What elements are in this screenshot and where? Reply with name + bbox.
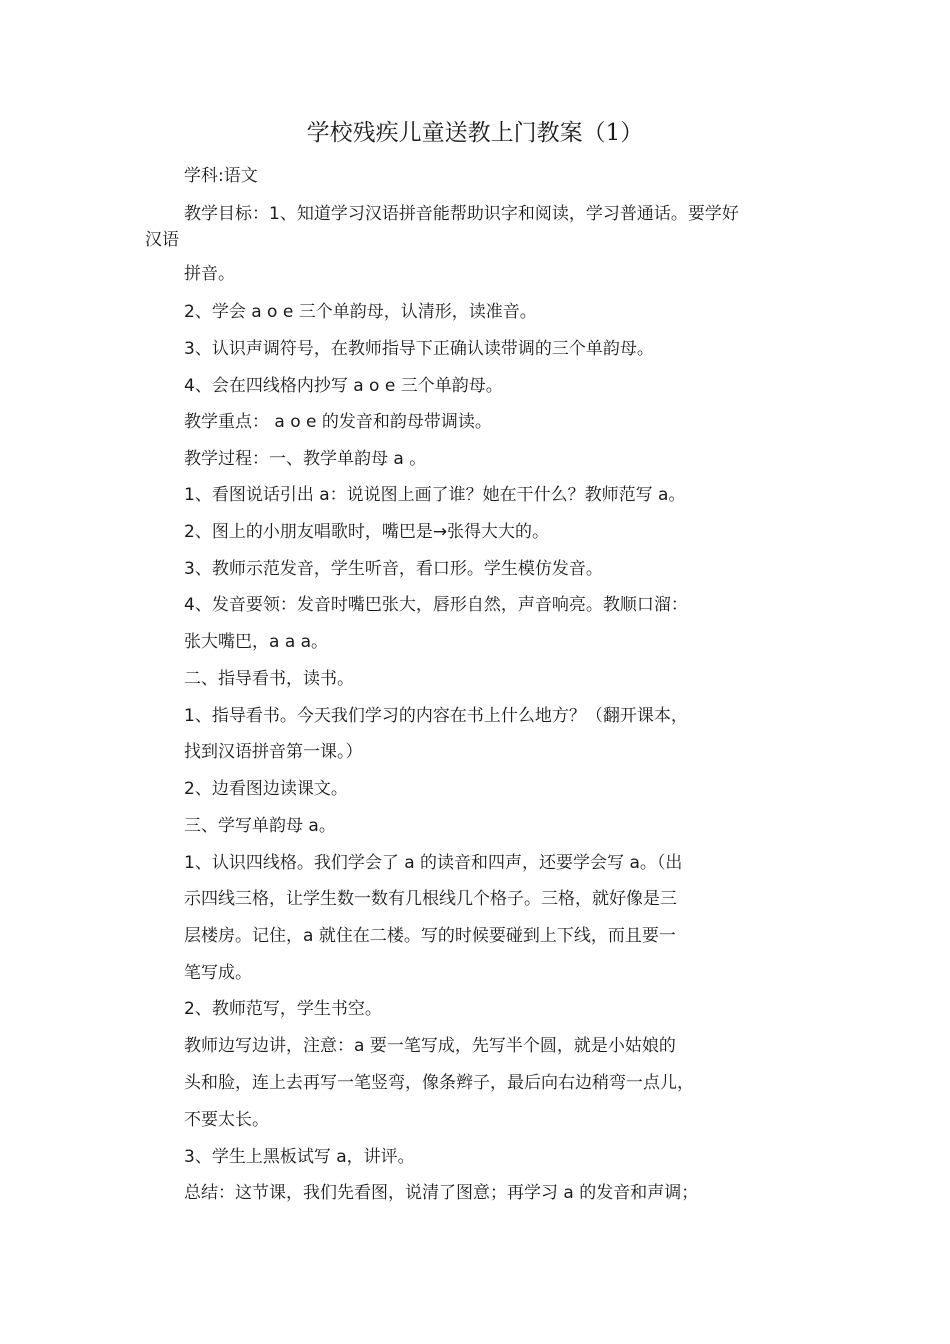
text-line: 教学过程：一、教学单韵母 a 。	[184, 449, 427, 469]
text-line: 汉语	[145, 230, 179, 250]
text-line: 3、教师示范发音，学生听音，看口形。学生模仿发音。	[184, 559, 603, 579]
text-line: 2、图上的小朋友唱歌时，嘴巴是→张得大大的。	[184, 522, 550, 542]
text-line: 三、学写单韵母 a。	[184, 816, 336, 836]
text-line: 3、认识声调符号，在教师指导下正确认读带调的三个单韵母。	[184, 339, 654, 359]
text-line: 头和脸，连上去再写一笔竖弯，像条辫子，最后向右边稍弯一点儿，	[184, 1073, 694, 1093]
text-line: 找到汉语拼音第一课。）	[184, 742, 363, 762]
text-line: 1、指导看书。今天我们学习的内容在书上什么地方？（翻开课本，	[184, 706, 688, 726]
text-line: 4、会在四线格内抄写 a o e 三个单韵母。	[184, 376, 503, 396]
text-line: 教学重点： a o e 的发音和韵母带调读。	[184, 412, 492, 432]
text-line: 3、学生上黑板试写 a，讲评。	[184, 1147, 415, 1167]
text-line: 1、看图说话引出 a：说说图上画了谁？她在干什么？教师范写 a。	[184, 485, 686, 505]
text-line: 总结：这节课，我们先看图，说清了图意；再学习 a 的发音和声调；	[184, 1183, 699, 1203]
text-line: 二、指导看书，读书。	[184, 669, 354, 689]
text-line: 2、教师范写，学生书空。	[184, 999, 382, 1019]
text-line: 不要太长。	[184, 1110, 269, 1130]
text-line: 学科:语文	[184, 166, 258, 186]
text-line: 1、认识四线格。我们学会了 a 的读音和四声，还要学会写 a。（出	[184, 853, 683, 873]
text-line: 2、边看图边读课文。	[184, 779, 348, 799]
text-line: 4、发音要领：发音时嘴巴张大，唇形自然，声音响亮。教顺口溜：	[184, 595, 688, 615]
text-line: 张大嘴巴，a a a。	[184, 632, 329, 652]
text-line: 教学目标：1、知道学习汉语拼音能帮助识字和阅读，学习普通话。要学好	[184, 204, 739, 224]
text-line: 拼音。	[184, 264, 235, 284]
text-line: 教师边写边讲，注意：a 要一笔写成，先写半个圆，就是小姑娘的	[184, 1036, 676, 1056]
text-line: 2、学会 a o e 三个单韵母，认清形，读准音。	[184, 302, 537, 322]
text-line: 笔写成。	[184, 963, 252, 983]
text-line: 层楼房。记住，a 就住在二楼。写的时候要碰到上下线，而且要一	[184, 926, 676, 946]
page-title: 学校残疾儿童送教上门教案（1）	[306, 120, 644, 146]
text-line: 示四线三格，让学生数一数有几根线几个格子。三格，就好像是三	[184, 889, 677, 909]
